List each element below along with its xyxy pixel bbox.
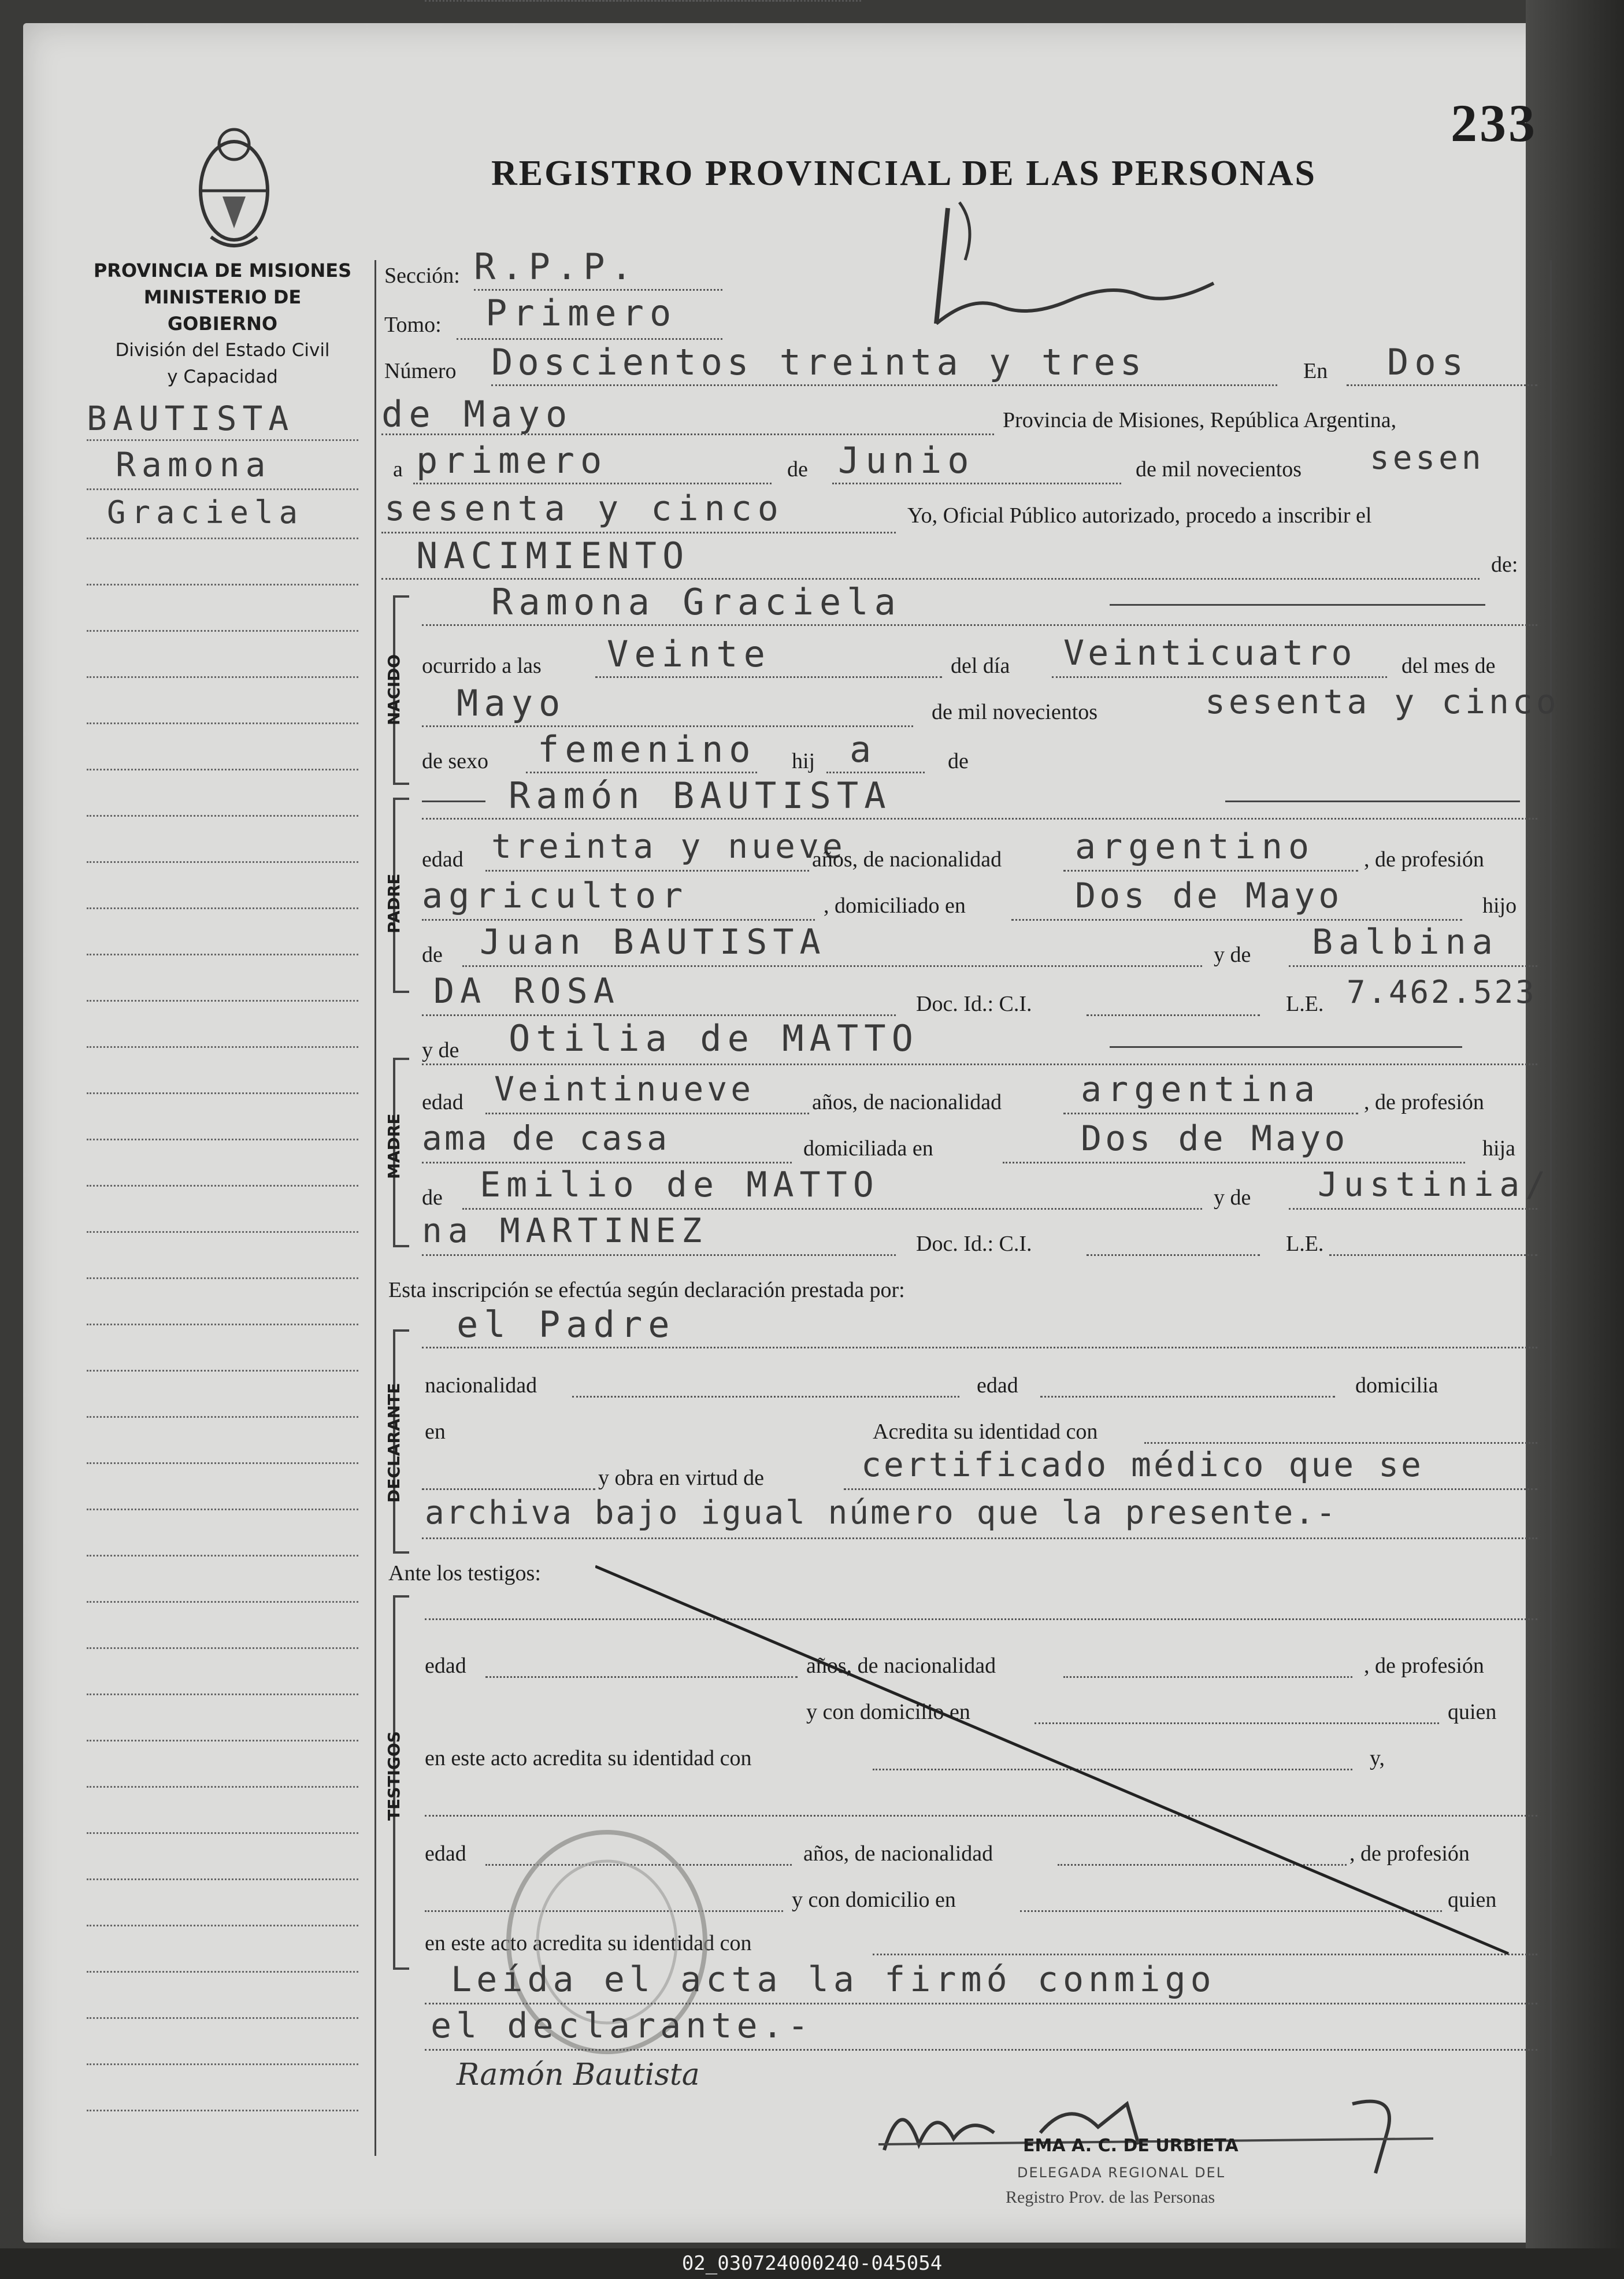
side-first-name: Ramona xyxy=(116,445,272,484)
side-line xyxy=(87,907,358,909)
birth-year-label: de mil novecientos xyxy=(932,700,1098,724)
testigo1-nac-label: años, de nacionalidad xyxy=(806,1654,996,1678)
field-line xyxy=(844,1488,1537,1490)
side-line xyxy=(87,769,358,770)
declarante-intro: Esta inscripción se efectúa según declaración prestada por: xyxy=(388,1278,905,1302)
field-line xyxy=(1087,1254,1260,1256)
page-title: REGISTRO PROVINCIAL DE LAS PERSONAS xyxy=(491,154,1317,193)
stamp-name: EMA A. C. DE URBIETA xyxy=(1023,2136,1239,2156)
testigo1-y-label: y, xyxy=(1370,1746,1385,1770)
birth-day-value: Veinticuatro xyxy=(1063,633,1356,673)
testigo1-acredita-label: en este acto acredita su identidad con xyxy=(425,1746,752,1770)
division-name-2: y Capacidad xyxy=(167,366,278,387)
declarant-signature: Ramón Bautista xyxy=(457,2058,700,2092)
side-line xyxy=(87,2110,358,2111)
madre-prof-value: ama de casa xyxy=(422,1118,670,1158)
declarante-en-label: en xyxy=(425,1420,446,1444)
paternal-grandfather: Juan BAUTISTA xyxy=(480,922,826,962)
birth-year-value: sesenta y cinco xyxy=(1205,682,1560,721)
numero-label: Número xyxy=(384,359,457,383)
maternal-grandmother-2: na MARTINEZ xyxy=(422,1211,708,1250)
side-line xyxy=(87,1092,358,1094)
numero-value: Doscientos treinta y tres xyxy=(491,341,1147,383)
side-line xyxy=(87,676,358,678)
padre-dom-label: , domiciliado en xyxy=(824,894,966,918)
month-value: Junio xyxy=(838,439,975,481)
padre-yde-label: y de xyxy=(1214,943,1251,967)
field-line xyxy=(1347,384,1537,386)
form-left-border xyxy=(375,260,376,2156)
province-name: PROVINCIA DE MISIONES xyxy=(93,260,352,281)
side-line xyxy=(87,1324,358,1325)
testigos-section-label: TESTIGOS xyxy=(384,1731,403,1821)
field-line xyxy=(425,2003,1537,2004)
side-line xyxy=(87,1139,358,1140)
name-underline xyxy=(1225,801,1520,802)
field-line xyxy=(422,725,913,727)
side-line xyxy=(87,538,358,539)
padre-prof-label: , de profesión xyxy=(1364,847,1484,872)
madre-edad-label: edad xyxy=(422,1090,464,1114)
padre-dom-value: Dos de Mayo xyxy=(1075,876,1343,916)
book-binding xyxy=(1526,0,1624,2279)
field-line xyxy=(422,818,1537,820)
stamp-org: Registro Prov. de las Personas xyxy=(1006,2188,1215,2207)
padre-hijo-label: hijo xyxy=(1482,894,1517,918)
padre-le-value: 7.462.523 xyxy=(1347,974,1537,1010)
field-line xyxy=(422,1063,1537,1065)
field-line xyxy=(1052,676,1387,678)
year-value-start: sesen xyxy=(1370,439,1485,477)
field-line xyxy=(1289,965,1537,967)
province-text: Provincia de Misiones, República Argentina, xyxy=(1003,408,1397,432)
madre-yde-label: y de xyxy=(422,1038,459,1062)
padre-edad-label: edad xyxy=(422,847,464,872)
name-underline xyxy=(1110,604,1485,606)
padre-section-label: PADRE xyxy=(384,873,403,933)
registrar-signature-mark xyxy=(902,191,1248,335)
tomo-label: Tomo: xyxy=(384,313,442,337)
side-line xyxy=(87,954,358,955)
declarante-section-label: DECLARANTE xyxy=(384,1383,403,1503)
issuing-authority xyxy=(87,257,358,390)
side-line xyxy=(87,1878,358,1880)
side-line xyxy=(87,1925,358,1926)
side-line xyxy=(87,1555,358,1557)
declarante-dom-label: domicilia xyxy=(1355,1373,1438,1398)
declarante-acredita-label: Acredita su identidad con xyxy=(873,1420,1098,1444)
seccion-value: R.P.P. xyxy=(474,246,638,288)
side-line xyxy=(87,2063,358,2065)
field-line xyxy=(832,483,1121,484)
side-line xyxy=(87,584,358,586)
side-line xyxy=(87,722,358,724)
page-number: 233 xyxy=(1451,94,1537,153)
dia-label: del día xyxy=(951,654,1010,678)
padre-le-label: L.E. xyxy=(1286,992,1324,1016)
field-line xyxy=(1329,1254,1537,1256)
side-middle-name: Graciela xyxy=(107,494,304,531)
paternal-grandmother: Balbina xyxy=(1312,922,1499,962)
madre-dom-label: domiciliada en xyxy=(803,1136,933,1161)
field-line xyxy=(491,384,1277,386)
testigo2-nac-label: años, de nacionalidad xyxy=(803,1841,993,1866)
side-line xyxy=(87,1509,358,1510)
field-line xyxy=(1289,1208,1537,1210)
field-line xyxy=(422,1488,595,1490)
birth-month-value: Mayo xyxy=(457,682,566,724)
side-line xyxy=(87,2017,358,2019)
sexo-label: de sexo xyxy=(422,749,489,773)
year-value: sesenta y cinco xyxy=(384,488,784,529)
field-line xyxy=(526,772,757,773)
madre-edad-value: Veintinueve xyxy=(494,1069,755,1109)
en-label: En xyxy=(1303,359,1328,383)
madre-hija-label: hija xyxy=(1482,1136,1515,1161)
field-line xyxy=(413,483,772,484)
oficial-text: Yo, Oficial Público autorizado, procedo a inscribir el xyxy=(907,503,1372,528)
testigo2-prof-label: , de profesión xyxy=(1349,1841,1470,1866)
side-line xyxy=(87,1046,358,1048)
act-value: NACIMIENTO xyxy=(416,535,690,577)
field-line xyxy=(422,624,1537,626)
field-line xyxy=(1144,1442,1537,1444)
field-line xyxy=(1087,1014,1260,1016)
side-line xyxy=(87,1786,358,1788)
field-line xyxy=(1003,1162,1465,1163)
closing-line-2: el declarante.- xyxy=(431,2006,813,2046)
mes-label: del mes de xyxy=(1401,654,1496,678)
madre-prof-label: , de profesión xyxy=(1364,1090,1484,1114)
father-name: Ramón BAUTISTA xyxy=(509,775,892,817)
field-line xyxy=(381,532,896,533)
side-line xyxy=(87,861,358,863)
side-line xyxy=(87,1647,358,1649)
testigo1-dom-label: y con domicilio en xyxy=(806,1700,970,1724)
field-line xyxy=(595,676,942,678)
de-label: de xyxy=(787,457,808,481)
testigo1-prof-label: , de profesión xyxy=(1364,1654,1484,1678)
side-line xyxy=(87,1971,358,1973)
side-line xyxy=(87,1231,358,1233)
hij-label: hij xyxy=(792,749,815,773)
declarante-value: el Padre xyxy=(457,1303,676,1346)
field-line xyxy=(1063,1113,1358,1114)
side-line xyxy=(87,1693,358,1695)
field-line xyxy=(381,578,1480,580)
declarante-virtud-value-2: archiva bajo igual número que la presente.- xyxy=(425,1494,1337,1532)
child-name: Ramona Graciela xyxy=(491,581,902,623)
field-line xyxy=(474,289,722,291)
madre-le-label: L.E. xyxy=(1286,1232,1324,1256)
declarante-edad-label: edad xyxy=(977,1373,1018,1398)
side-line xyxy=(87,1000,358,1002)
padre-de-label: de xyxy=(422,943,443,967)
field-line xyxy=(381,433,994,435)
side-line xyxy=(87,630,358,632)
field-line xyxy=(425,2049,1537,2051)
maternal-grandfather: Emilio de MATTO xyxy=(480,1165,880,1205)
testigo2-acredita-label: en este acto acredita su identidad con xyxy=(425,1931,752,1955)
field-line xyxy=(422,1162,792,1163)
side-line xyxy=(87,815,358,817)
testigo2-dom-label: y con domicilio en xyxy=(792,1888,956,1912)
place-value: de Mayo xyxy=(381,393,573,435)
side-line xyxy=(87,488,358,490)
testigo1-quien-label: quien xyxy=(1448,1700,1497,1724)
side-line xyxy=(87,1370,358,1372)
declarante-nac-label: nacionalidad xyxy=(425,1373,537,1398)
tomo-value: Primero xyxy=(485,292,677,334)
side-line xyxy=(87,1277,358,1279)
field-line xyxy=(422,1347,1537,1348)
madre-doc-label: Doc. Id.: C.I. xyxy=(916,1232,1032,1256)
seccion-label: Sección: xyxy=(384,264,460,288)
field-line xyxy=(485,1113,809,1114)
paternal-grandmother-2: DA ROSA xyxy=(433,971,620,1011)
padre-nac-value: argentino xyxy=(1075,827,1315,867)
field-line xyxy=(572,1396,959,1398)
name-underline xyxy=(1110,1046,1462,1048)
year-label: de mil novecientos xyxy=(1136,457,1302,481)
nacido-section-label: NACIDO xyxy=(384,654,403,725)
division-name: División del Estado Civil xyxy=(115,340,330,361)
name-underline xyxy=(422,801,485,802)
nacido-de-label: de xyxy=(948,749,969,773)
madre-de-label: de xyxy=(422,1185,443,1210)
field-line xyxy=(422,919,815,921)
madre-yde2-label: y de xyxy=(1214,1185,1251,1210)
padre-doc-label: Doc. Id.: C.I. xyxy=(916,992,1032,1016)
field-line xyxy=(422,1254,896,1256)
stamp-role: DELEGADA REGIONAL DEL xyxy=(1017,2165,1226,2181)
side-line xyxy=(87,1832,358,1834)
coat-of-arms-icon xyxy=(188,121,280,249)
registrar-signature-bottom-text xyxy=(0,0,1,1)
field-line xyxy=(485,870,809,872)
cancellation-stroke xyxy=(595,1561,1520,1965)
maternal-grandmother: Justinia/ xyxy=(1318,1165,1552,1204)
padre-prof-value: agricultor xyxy=(422,876,689,916)
mother-name: Otilia de MATTO xyxy=(509,1017,919,1059)
side-line xyxy=(87,1416,358,1418)
side-line xyxy=(87,1601,358,1603)
side-line xyxy=(87,439,358,441)
field-line xyxy=(462,965,1202,967)
side-line xyxy=(87,1462,358,1464)
declarante-virtud-value: certificado médico que se xyxy=(861,1445,1423,1484)
image-id-footer: 02_030724000240-045054 xyxy=(0,2248,1624,2279)
sexo-value: femenino xyxy=(537,728,757,770)
field-line xyxy=(1011,919,1462,921)
field-line xyxy=(462,1208,1202,1210)
testigo2-quien-label: quien xyxy=(1448,1888,1497,1912)
form-right-border xyxy=(1550,260,1552,2156)
hij-value: a xyxy=(850,728,877,770)
field-line xyxy=(422,1014,896,1016)
field-line xyxy=(422,1537,1537,1539)
closing-line-1: Leída el acta la firmó conmigo xyxy=(451,1959,1216,2000)
testigo2-edad-label: edad xyxy=(425,1841,466,1866)
field-line xyxy=(1040,1396,1335,1398)
madre-section-label: MADRE xyxy=(384,1113,403,1179)
testigos-intro: Ante los testigos: xyxy=(388,1561,541,1585)
hour-value: Veinte xyxy=(607,633,771,675)
side-surname: BAUTISTA xyxy=(87,399,295,438)
testigo1-edad-label: edad xyxy=(425,1654,466,1678)
field-line xyxy=(425,0,795,2)
padre-nac-label: años, de nacionalidad xyxy=(812,847,1002,872)
field-line xyxy=(826,772,925,773)
madre-nac-value: argentina xyxy=(1081,1069,1321,1110)
side-line xyxy=(87,1740,358,1741)
padre-edad-value: treinta y nueve xyxy=(491,827,846,866)
ministry-name: MINISTERIO DE GOBIERNO xyxy=(143,286,302,335)
madre-nac-label: años, de nacionalidad xyxy=(812,1090,1002,1114)
field-line xyxy=(457,338,722,340)
declarante-virtud-label: y obra en virtud de xyxy=(598,1466,765,1490)
field-line xyxy=(1063,870,1358,872)
madre-dom-value: Dos de Mayo xyxy=(1081,1118,1349,1159)
en-value: Dos xyxy=(1387,341,1469,383)
side-line xyxy=(87,1185,358,1187)
de-colon-label: de: xyxy=(1491,553,1518,577)
a-label: a xyxy=(393,457,403,481)
day-value: primero xyxy=(416,439,608,481)
ocurrido-label: ocurrido a las xyxy=(422,654,542,678)
